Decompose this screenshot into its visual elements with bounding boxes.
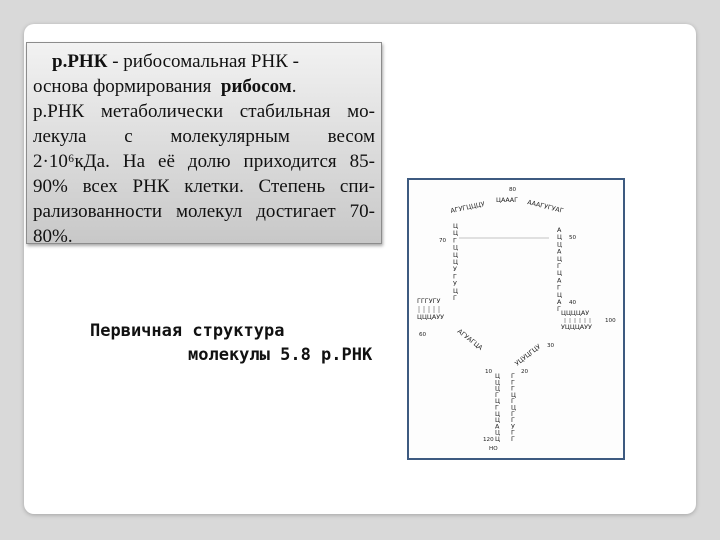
nucleotide: Г bbox=[511, 378, 515, 387]
nucleotide: Ц bbox=[495, 397, 500, 406]
nucleotide: А bbox=[557, 276, 562, 285]
seq-top-center: ЦАААГ bbox=[496, 196, 518, 204]
position-label-20: 20 bbox=[521, 369, 529, 375]
nucleotide: Г bbox=[511, 428, 515, 437]
nucleotide: Ц bbox=[495, 409, 500, 418]
nucleotide: А bbox=[557, 247, 562, 256]
seq-right-branch-b: УЦЦЦАУУ bbox=[561, 323, 592, 331]
nucleotide: Ц bbox=[495, 372, 500, 380]
caption-line-1: Первичная структура bbox=[90, 321, 285, 341]
seq-right-branch-a: ЦЦЦЦАУ bbox=[561, 309, 590, 317]
nucleotide: Г bbox=[557, 305, 561, 314]
position-label-100: 100 bbox=[605, 318, 616, 324]
nucleotide: А bbox=[557, 298, 562, 306]
right-stem bbox=[557, 226, 562, 313]
caption-line-2: молекулы 5.8 р.РНК bbox=[188, 345, 373, 365]
nucleotide: Г bbox=[511, 435, 515, 443]
nucleotide: Ц bbox=[495, 378, 500, 387]
text-line-2-start: основа формирования bbox=[33, 76, 221, 97]
nucleotide: Г bbox=[495, 403, 499, 412]
nucleotide: Г bbox=[511, 409, 515, 418]
nucleotide: Г bbox=[453, 272, 457, 281]
text-line-2-dot: . bbox=[291, 76, 297, 97]
seq-bottom-left-arm: АГУАГЦА bbox=[455, 327, 485, 352]
bottom-stem-left bbox=[495, 372, 500, 443]
nucleotide: Ц bbox=[453, 222, 458, 230]
nucleotide: Г bbox=[453, 236, 457, 245]
position-label-80: 80 bbox=[509, 187, 517, 193]
nucleotide: Г bbox=[453, 294, 457, 302]
rna-structure-diagram bbox=[407, 178, 625, 460]
position-label-ho: HO bbox=[489, 446, 498, 452]
text-line-1-rest: - рибосомальная РНК - bbox=[107, 51, 299, 72]
nucleotide: У bbox=[453, 265, 457, 274]
seq-top-left: АГУГЦЦЦУ bbox=[449, 199, 486, 215]
nucleotide: Ц bbox=[495, 384, 500, 393]
text-line-4: лекула с молекулярным весом bbox=[33, 126, 375, 147]
nucleotide: Г bbox=[495, 390, 499, 399]
position-label-120: 120 bbox=[483, 437, 494, 443]
seq-left-branch-b: ЦЦЦАУУ bbox=[417, 313, 445, 321]
nucleotide: У bbox=[511, 422, 515, 431]
text-line-1 bbox=[33, 49, 375, 74]
nucleotide: Г bbox=[511, 416, 515, 425]
nucleotide: Ц bbox=[453, 243, 458, 252]
term-ribosome: рибосом bbox=[220, 76, 292, 97]
position-label-40: 40 bbox=[569, 300, 577, 306]
text-line-8: 80%. bbox=[33, 226, 73, 247]
nucleotide: Ц bbox=[453, 250, 458, 259]
text-line-3: р.РНК метаболически стабильная мо- bbox=[33, 101, 375, 122]
nucleotide: Г bbox=[511, 372, 515, 380]
nucleotide: Ц bbox=[453, 286, 458, 295]
nucleotide: Ц bbox=[495, 416, 500, 425]
term-rrna: р.РНК bbox=[52, 51, 108, 72]
nucleotide: У bbox=[453, 279, 457, 288]
nucleotide: Г bbox=[557, 283, 561, 292]
nucleotide: Ц bbox=[557, 233, 562, 242]
nucleotide: Ц bbox=[557, 269, 562, 278]
text-line-5: 2·10⁶кДа. На её долю приходится 85- bbox=[33, 151, 375, 172]
nucleotide: Ц bbox=[557, 290, 562, 299]
description-text-box bbox=[26, 42, 382, 247]
position-label-70: 70 bbox=[439, 238, 447, 244]
nucleotide: А bbox=[557, 226, 562, 234]
text-line-6: 90% всех РНК клетки. Степень спи- bbox=[33, 176, 375, 197]
nucleotide: А bbox=[495, 422, 500, 431]
seq-top-right: АААГУГУАГ bbox=[526, 198, 565, 215]
nucleotide: Ц bbox=[495, 428, 500, 437]
nucleotide: Ц bbox=[557, 254, 562, 263]
left-stem bbox=[453, 222, 458, 302]
position-label-60: 60 bbox=[419, 332, 427, 338]
bottom-stem-right bbox=[511, 372, 516, 443]
nucleotide: Ц bbox=[453, 229, 458, 238]
position-label-10: 10 bbox=[485, 369, 493, 375]
seq-bottom-right-arm: УЦУЦГЦУ bbox=[513, 342, 543, 368]
text-line-7: рализованности молекул достигает 70- bbox=[33, 201, 375, 222]
nucleotide: Ц bbox=[511, 403, 516, 412]
position-label-50: 50 bbox=[569, 235, 577, 241]
nucleotide: Ц bbox=[557, 240, 562, 249]
seq-left-branch-a: ГГГУГУ bbox=[417, 297, 441, 305]
nucleotide: Г bbox=[511, 384, 515, 393]
nucleotide: Г bbox=[511, 397, 515, 406]
nucleotide: Ц bbox=[511, 390, 516, 399]
nucleotide: Ц bbox=[495, 435, 500, 443]
rna-structure-svg bbox=[409, 180, 623, 458]
nucleotide: Ц bbox=[453, 258, 458, 266]
nucleotide: Г bbox=[557, 262, 561, 270]
text-line-2 bbox=[33, 74, 375, 99]
position-label-30: 30 bbox=[547, 343, 555, 349]
